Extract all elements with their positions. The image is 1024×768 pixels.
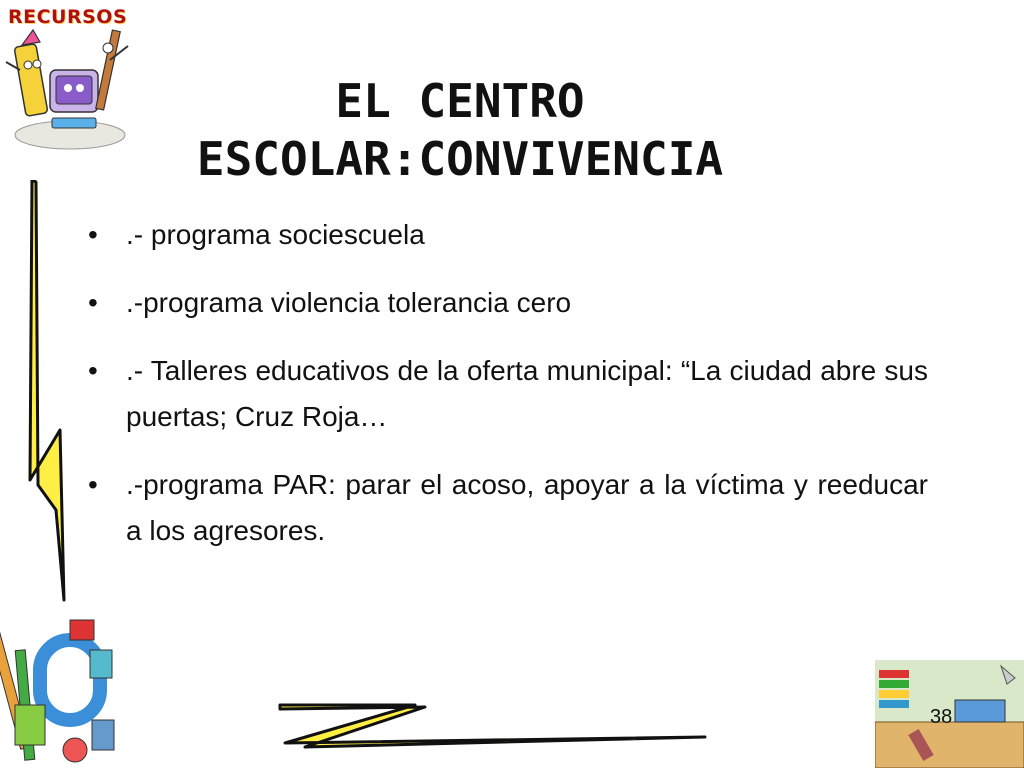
bullet-marker: •	[88, 355, 98, 386]
slide-title	[120, 72, 800, 188]
page-number: 38	[930, 706, 953, 728]
list-item-text: .-programa violencia tolerancia cero	[126, 287, 572, 318]
list-item-text: .- programa sociescuela	[126, 219, 425, 250]
logo-text: RECURSOS	[8, 6, 128, 28]
bullet-list	[88, 212, 928, 576]
list-item	[88, 280, 928, 326]
yellow-streak-decoration	[20, 180, 80, 610]
bullet-marker: •	[88, 469, 98, 500]
list-item	[88, 212, 928, 258]
bullet-marker: •	[88, 287, 98, 318]
list-item	[88, 462, 928, 554]
school-supplies-icon	[0, 610, 125, 768]
title-line-2: ESCOLAR:CONVIVENCIA	[196, 132, 724, 186]
yellow-horizontal-streak-decoration	[275, 695, 715, 755]
list-item-text: .-programa PAR: parar el acoso, apoyar a la víctima y reeducar a los agresores.	[126, 469, 928, 546]
title-line-1: EL CENTRO	[335, 74, 585, 128]
list-item-text: .- Talleres educativos de la oferta municipal: “La ciudad abre sus puertas; Cruz Roja…	[126, 355, 928, 432]
recursos-logo	[0, 0, 140, 160]
bullet-marker: •	[88, 219, 98, 250]
list-item	[88, 348, 928, 440]
